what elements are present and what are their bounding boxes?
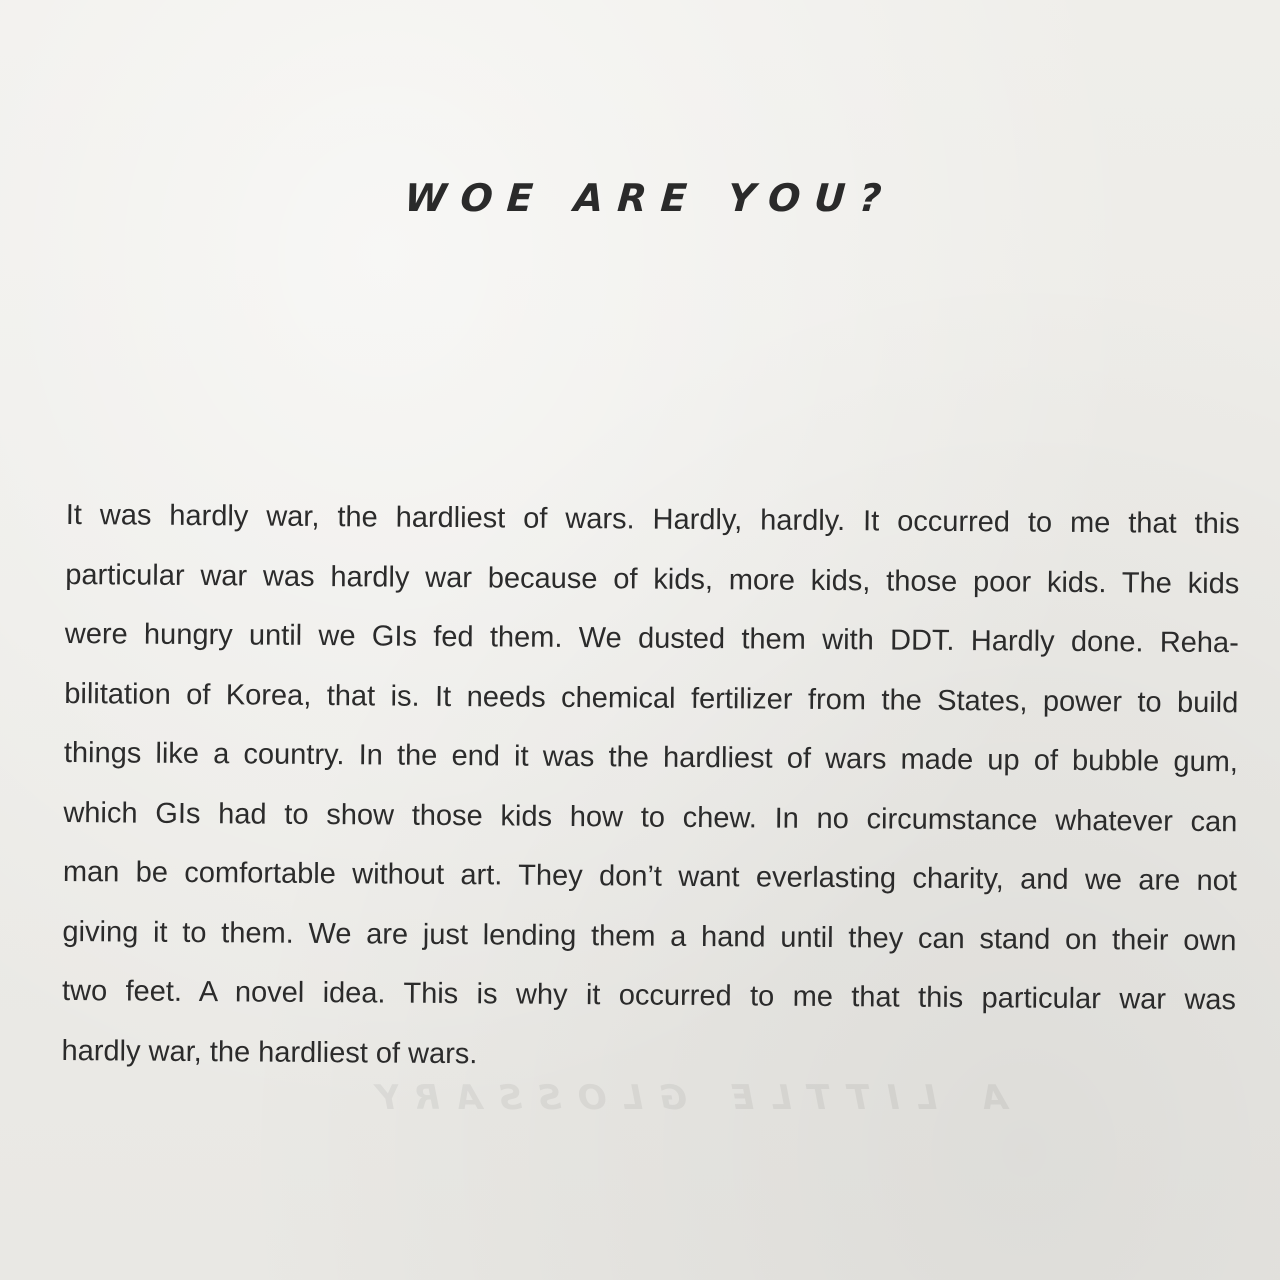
paragraph-line: which GIs had to show those kids how to chew. In no circumstance whatever can — [63, 796, 1238, 838]
paragraph-line: giving it to them. We are just lending them a hand until they can stand on their own — [62, 915, 1237, 957]
paragraph-line: were hungry until we GIs fed them. We dusted them with DDT. Hardly done. Reha- — [64, 617, 1239, 660]
show-through-heading: A LITTLE GLOSSARY — [360, 1078, 1008, 1118]
paragraph-line: things like a country. In the end it was the hardliest of wars made up of bubble gum, — [63, 736, 1238, 779]
paragraph-line: two feet. A novel idea. This is why it occurred to me that this particular war was — [61, 974, 1237, 1017]
paragraph-line: bilitation of Korea, that is. It needs chemical fertilizer from the States, power to build — [64, 677, 1239, 719]
paragraph-line: particular war was hardly war because of kids, more kids, those poor kids. The kids — [65, 558, 1240, 600]
paragraph-line: It was hardly war, the hardliest of wars. Hardly, hardly. It occurred to me that this — [65, 498, 1240, 541]
page-title: WOE ARE YOU? — [403, 176, 897, 220]
body-paragraph — [61, 486, 1240, 1090]
paragraph-line: hardly war, the hardliest of wars. — [61, 1034, 478, 1070]
paragraph-line: man be comfortable without art. They don’t want everlasting charity, and we are not — [62, 855, 1238, 898]
